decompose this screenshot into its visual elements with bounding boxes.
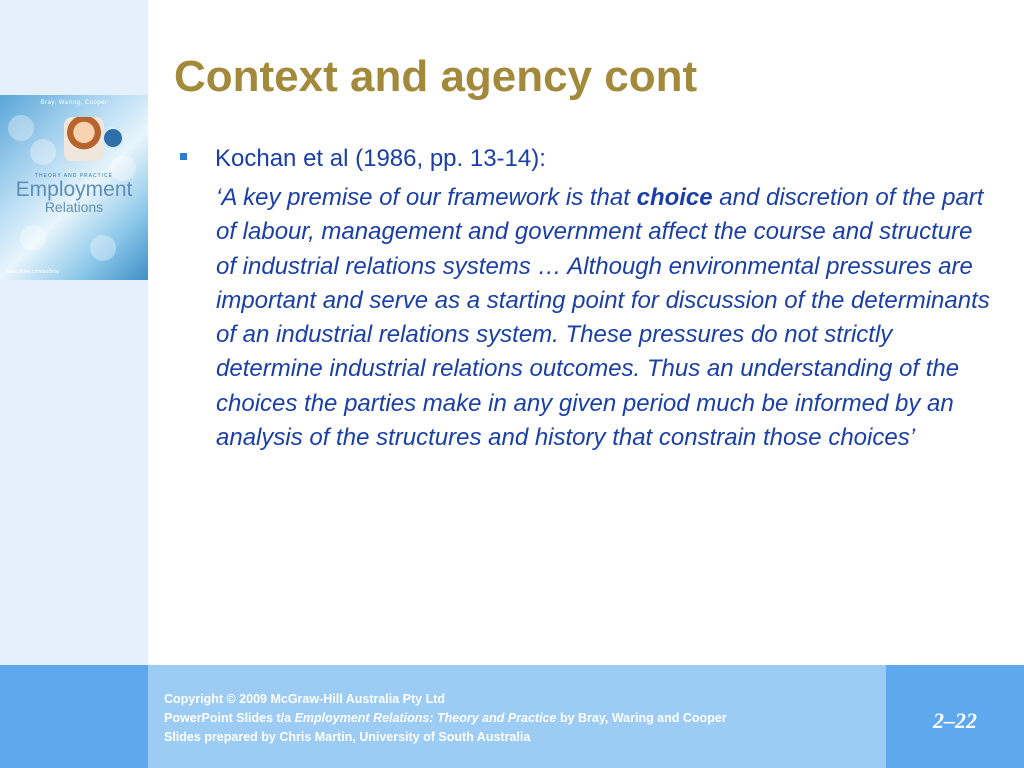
bullet-item: [180, 143, 1000, 175]
slide-title: Context and agency cont: [174, 52, 698, 101]
book-cover-image: [0, 95, 148, 280]
quote-paragraph: [216, 181, 996, 455]
footer-book-suffix: by Bray, Waring and Cooper: [556, 711, 727, 725]
footer-left-block: [0, 665, 148, 768]
footer-book-title: Employment Relations: Theory and Practice: [294, 711, 557, 725]
cover-url: www.mhhe.com/au/bray: [6, 269, 60, 275]
cover-title: Employment: [15, 178, 133, 201]
cover-subtitle: Relations: [44, 199, 104, 215]
quote-emphasis: choice: [636, 184, 713, 211]
page-number: 2–22: [933, 708, 977, 733]
quote-text-end: and discretion of the part of labour, management and government affect the course and structure of industrial relations systems … Although environmental pressures are important and serve as a starting point for discussion of the determinants of an industrial relations system. These pressures do not strictly determine industrial relations outcomes. Thus an understanding of the choices the parties make in any given period much be informed by an analysis of the structures and history that constrain those choices’: [216, 184, 990, 452]
cover-hex-decoration: [30, 139, 56, 165]
quote-text-start: ‘A key premise of our framework is that: [216, 184, 637, 211]
cover-authors: Bray, Waring, Cooper: [40, 100, 108, 106]
cover-hex-decoration: [90, 235, 116, 261]
bullet-list: [180, 143, 1000, 175]
footer-copyright: Copyright © 2009 McGraw-Hill Australia Pty Ltd: [164, 692, 446, 706]
footer-book-prefix: PowerPoint Slides t/a: [164, 711, 295, 725]
footer: [0, 665, 1024, 768]
footer-prepared-by: Slides prepared by Chris Martin, University of South Australia: [164, 730, 531, 744]
cover-globe-icon: [102, 127, 124, 149]
square-bullet-icon: [180, 153, 187, 160]
footer-credits: [164, 690, 884, 747]
cover-hex-decoration: [20, 225, 46, 251]
footer-book-line: [164, 709, 884, 728]
cover-hex-decoration: [8, 115, 34, 141]
bullet-text: Kochan et al (1986, pp. 13-14):: [215, 145, 546, 172]
cover-kicker: THEORY AND PRACTICE: [35, 173, 113, 179]
cover-photo: [64, 117, 104, 161]
